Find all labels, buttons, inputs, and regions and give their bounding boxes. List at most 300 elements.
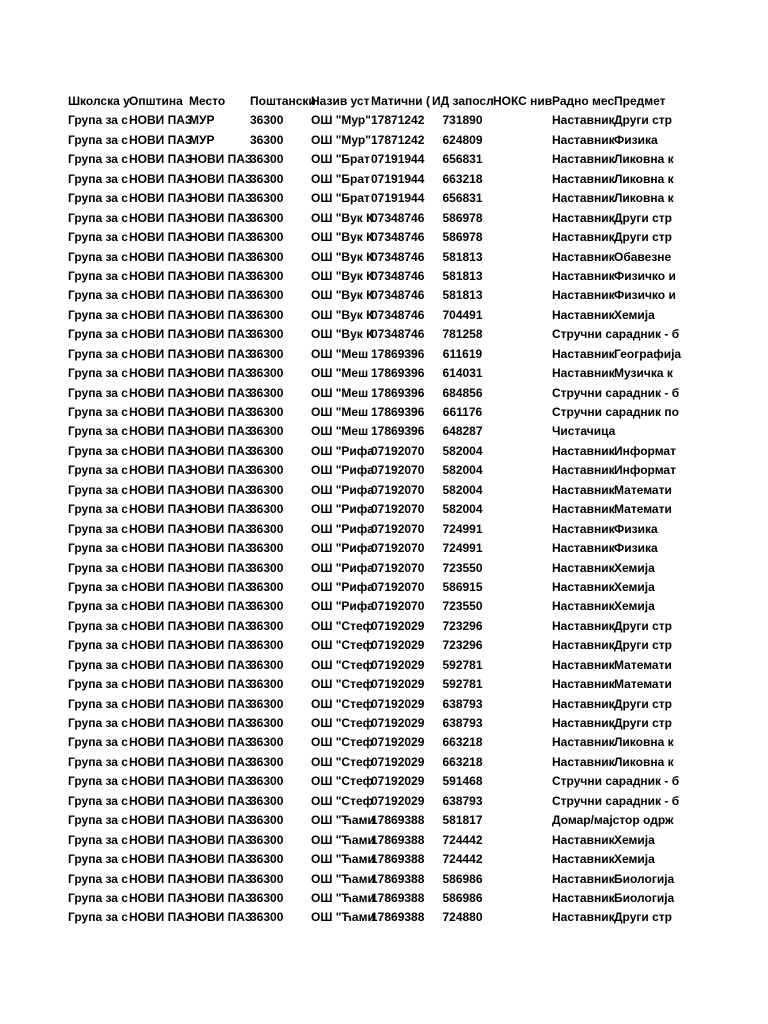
table-cell[interactable]: НОВИ ПАЗ — [189, 541, 253, 556]
table-cell[interactable]: Група за с — [68, 327, 128, 342]
table-cell[interactable]: НОВИ ПАЗ — [129, 482, 193, 497]
table-cell[interactable]: 07192070 — [371, 521, 425, 536]
table-cell[interactable]: Математи — [614, 482, 672, 497]
table-cell[interactable]: 36300 — [250, 754, 284, 769]
table-cell[interactable]: Група за с — [68, 890, 128, 905]
table-cell[interactable]: Група за с — [68, 405, 128, 419]
table-cell[interactable]: Група за с — [68, 560, 128, 575]
table-cell[interactable]: 36300 — [250, 230, 284, 245]
table-cell[interactable]: 17869388 — [371, 832, 425, 847]
table-cell[interactable]: 07192070 — [371, 482, 425, 497]
table-cell[interactable]: Група за с — [68, 832, 128, 847]
table-cell[interactable]: 36300 — [250, 132, 284, 147]
table-cell[interactable]: Група за с — [68, 482, 128, 497]
table-cell[interactable]: НОВИ ПАЗ — [189, 366, 253, 381]
table-cell[interactable]: 17869396 — [371, 366, 425, 381]
table-cell[interactable] — [493, 850, 552, 869]
table-cell[interactable]: 36300 — [250, 268, 284, 283]
table-cell[interactable]: 582004 — [442, 482, 483, 497]
table-cell[interactable]: 07192070 — [371, 599, 425, 614]
table-cell[interactable]: Стручни сарадник по — [552, 405, 679, 419]
table-cell[interactable] — [493, 364, 552, 383]
table-cell[interactable]: 17869396 — [371, 405, 425, 419]
table-cell[interactable]: НОВИ ПАЗ — [189, 793, 253, 808]
table-cell[interactable]: Група за с — [68, 579, 128, 594]
table-cell[interactable]: МУР — [189, 132, 215, 147]
table-cell[interactable]: Наставник — [552, 171, 615, 186]
table-cell[interactable]: НОВИ ПАЗ — [189, 210, 253, 225]
table-cell[interactable]: Стручни сарадник - б — [552, 793, 680, 808]
table-cell[interactable]: Наставник — [552, 696, 615, 711]
table-cell[interactable]: 781258 — [442, 327, 483, 342]
table-cell[interactable]: Наставник — [552, 638, 615, 653]
table-cell[interactable] — [493, 481, 552, 500]
table-cell[interactable]: ОШ "Рифа — [311, 579, 374, 594]
table-cell[interactable]: Информат — [614, 463, 676, 478]
table-cell[interactable]: ОШ "Стеф — [311, 696, 374, 711]
column-header[interactable]: НОКС нив — [493, 94, 553, 108]
table-cell[interactable]: Наставник — [552, 346, 615, 361]
table-cell[interactable]: ОШ "Мур" — [311, 113, 371, 128]
table-cell[interactable]: Група за с — [68, 288, 128, 303]
table-cell[interactable]: 17871242 — [371, 132, 425, 147]
table-cell[interactable]: Наставник — [552, 754, 615, 769]
table-cell[interactable]: ОШ "Рифа — [311, 560, 374, 575]
table-cell[interactable]: 638793 — [442, 696, 483, 711]
table-cell[interactable]: НОВИ ПАЗ — [129, 813, 193, 828]
table-cell[interactable]: Група за с — [68, 152, 128, 167]
table-cell[interactable] — [493, 733, 552, 752]
table-cell[interactable] — [493, 131, 552, 150]
table-cell[interactable]: Наставник — [552, 579, 615, 594]
table-cell[interactable]: 36300 — [250, 541, 284, 556]
table-cell[interactable]: 36300 — [250, 482, 284, 497]
table-cell[interactable]: 581813 — [442, 288, 483, 303]
table-cell[interactable]: НОВИ ПАЗ — [129, 405, 193, 419]
table-cell[interactable]: 586986 — [442, 890, 483, 905]
table-cell[interactable]: 07191944 — [371, 152, 425, 167]
table-cell[interactable]: 07192029 — [371, 754, 425, 769]
table-cell[interactable]: 684856 — [442, 385, 483, 400]
table-cell[interactable]: НОВИ ПАЗ — [129, 832, 193, 847]
table-cell[interactable]: 36300 — [250, 113, 284, 128]
table-cell[interactable]: НОВИ ПАЗ — [189, 618, 253, 633]
table-cell[interactable] — [493, 597, 552, 616]
table-cell[interactable]: НОВИ ПАЗ — [129, 696, 193, 711]
table-cell[interactable]: 07192029 — [371, 677, 425, 692]
table-cell[interactable]: 36300 — [250, 249, 284, 264]
table-cell[interactable]: 07191944 — [371, 171, 425, 186]
table-cell[interactable]: Наставник — [552, 735, 615, 750]
table-cell[interactable]: ОШ "Стеф — [311, 638, 374, 653]
table-cell[interactable]: Наставник — [552, 113, 615, 128]
table-cell[interactable]: 36300 — [250, 599, 284, 614]
table-cell[interactable] — [493, 189, 552, 208]
table-cell[interactable]: 07192029 — [371, 716, 425, 730]
table-cell[interactable]: Група за с — [68, 366, 128, 381]
table-cell[interactable]: НОВИ ПАЗ — [129, 288, 193, 303]
table-cell[interactable]: 638793 — [442, 793, 483, 808]
table-cell[interactable]: ОШ "Меш — [311, 366, 369, 381]
column-header[interactable]: Назив уст — [311, 94, 370, 108]
table-cell[interactable]: 36300 — [250, 191, 284, 206]
table-cell[interactable]: 586978 — [442, 230, 483, 245]
table-cell[interactable]: 07348746 — [371, 268, 425, 283]
table-cell[interactable]: 36300 — [250, 210, 284, 225]
table-cell[interactable]: 07348746 — [371, 249, 425, 264]
table-cell[interactable]: Биологија — [614, 871, 675, 886]
table-cell[interactable]: НОВИ ПАЗ — [129, 599, 193, 614]
table-cell[interactable]: Наставник — [552, 677, 615, 692]
table-cell[interactable]: НОВИ ПАЗ — [189, 890, 253, 905]
table-cell[interactable]: 36300 — [250, 366, 284, 381]
table-cell[interactable] — [614, 325, 672, 344]
table-cell[interactable] — [614, 422, 672, 441]
table-cell[interactable]: Наставник — [552, 210, 615, 225]
table-cell[interactable]: 07348746 — [371, 288, 425, 303]
table-cell[interactable]: НОВИ ПАЗ — [189, 716, 253, 730]
table-cell[interactable]: 36300 — [250, 716, 284, 730]
table-cell[interactable]: ОШ "Вук К — [311, 230, 374, 245]
table-cell[interactable]: 36300 — [250, 405, 284, 419]
table-cell[interactable]: 624809 — [442, 132, 483, 147]
column-header[interactable]: Место — [189, 94, 226, 108]
table-cell[interactable]: Други стр — [614, 618, 672, 633]
table-cell[interactable]: Наставник — [552, 852, 615, 867]
table-cell[interactable]: 36300 — [250, 502, 284, 517]
table-cell[interactable]: Група за с — [68, 541, 128, 556]
table-cell[interactable]: 656831 — [442, 191, 483, 206]
table-cell[interactable]: 648287 — [442, 424, 483, 439]
table-cell[interactable]: НОВИ ПАЗ — [129, 521, 193, 536]
table-cell[interactable]: Наставник — [552, 871, 615, 886]
table-cell[interactable]: НОВИ ПАЗ — [189, 852, 253, 867]
table-cell[interactable] — [493, 306, 552, 325]
table-cell[interactable]: 07348746 — [371, 307, 425, 322]
table-cell[interactable] — [614, 792, 672, 811]
table-cell[interactable]: Физика — [614, 521, 658, 536]
table-cell[interactable]: Ликовна к — [614, 191, 674, 206]
table-cell[interactable]: ОШ "Ћами — [311, 813, 375, 828]
column-header[interactable]: Радно мес — [552, 94, 615, 108]
table-cell[interactable]: Наставник — [552, 832, 615, 847]
table-cell[interactable]: Група за с — [68, 249, 128, 264]
table-cell[interactable]: Наставник — [552, 521, 615, 536]
table-cell[interactable] — [493, 753, 552, 772]
table-cell[interactable]: ОШ "Брат — [311, 171, 370, 186]
table-cell[interactable] — [493, 286, 552, 305]
table-cell[interactable]: Наставник — [552, 249, 615, 264]
table-cell[interactable]: 36300 — [250, 521, 284, 536]
table-cell[interactable]: Група за с — [68, 599, 128, 614]
table-cell[interactable]: НОВИ ПАЗ — [129, 852, 193, 867]
table-cell[interactable]: 611619 — [442, 346, 483, 361]
column-header[interactable]: Предмет — [614, 94, 666, 108]
table-cell[interactable] — [493, 345, 552, 364]
table-cell[interactable]: 591468 — [442, 774, 483, 789]
table-cell[interactable]: ОШ "Стеф — [311, 657, 374, 672]
table-cell[interactable]: 36300 — [250, 774, 284, 789]
table-cell[interactable] — [493, 539, 552, 558]
table-cell[interactable]: Група за с — [68, 132, 128, 147]
table-cell[interactable]: 36300 — [250, 424, 284, 439]
table-cell[interactable]: Хемија — [614, 832, 655, 847]
table-cell[interactable]: Наставник — [552, 230, 615, 245]
table-cell[interactable]: 723550 — [442, 599, 483, 614]
table-cell[interactable]: НОВИ ПАЗ — [189, 560, 253, 575]
table-cell[interactable]: Група за с — [68, 113, 128, 128]
table-cell[interactable] — [614, 384, 672, 403]
table-cell[interactable]: 07192070 — [371, 560, 425, 575]
table-cell[interactable]: 36300 — [250, 657, 284, 672]
table-cell[interactable]: Информат — [614, 443, 676, 458]
table-cell[interactable]: 07191944 — [371, 191, 425, 206]
table-cell[interactable]: Хемија — [614, 560, 655, 575]
table-cell[interactable] — [493, 792, 552, 811]
table-cell[interactable]: 07192070 — [371, 502, 425, 517]
table-cell[interactable]: Група за с — [68, 657, 128, 672]
table-cell[interactable]: Наставник — [552, 657, 615, 672]
table-cell[interactable]: 36300 — [250, 910, 284, 925]
table-cell[interactable]: НОВИ ПАЗ — [129, 871, 193, 886]
table-cell[interactable]: НОВИ ПАЗ — [129, 171, 193, 186]
table-cell[interactable] — [493, 325, 552, 344]
table-cell[interactable]: ОШ "Вук К — [311, 327, 374, 342]
table-cell[interactable]: 36300 — [250, 638, 284, 653]
column-header[interactable]: Општина — [129, 94, 183, 108]
table-cell[interactable] — [493, 442, 552, 461]
table-cell[interactable]: ОШ "Вук К — [311, 249, 374, 264]
table-cell[interactable]: Наставник — [552, 191, 615, 206]
table-cell[interactable]: НОВИ ПАЗ — [129, 113, 193, 128]
table-cell[interactable]: ОШ "Стеф — [311, 774, 374, 789]
table-cell[interactable] — [493, 559, 552, 578]
table-cell[interactable]: Наставник — [552, 366, 615, 381]
table-cell[interactable]: НОВИ ПАЗ — [189, 405, 253, 419]
table-cell[interactable]: Стручни сарадник - б — [552, 385, 680, 400]
table-cell[interactable]: НОВИ ПАЗ — [129, 541, 193, 556]
table-cell[interactable]: НОВИ ПАЗ — [129, 716, 193, 730]
table-cell[interactable]: Стручни сарадник - б — [552, 327, 680, 342]
table-cell[interactable]: Наставник — [552, 132, 615, 147]
table-cell[interactable]: НОВИ ПАЗ — [129, 346, 193, 361]
table-cell[interactable]: НОВИ ПАЗ — [129, 152, 193, 167]
table-cell[interactable]: 586978 — [442, 210, 483, 225]
table-cell[interactable]: 07348746 — [371, 210, 425, 225]
table-cell[interactable]: Математи — [614, 502, 672, 517]
table-cell[interactable]: НОВИ ПАЗ — [189, 482, 253, 497]
table-cell[interactable]: НОВИ ПАЗ — [129, 754, 193, 769]
table-cell[interactable]: 582004 — [442, 443, 483, 458]
table-cell[interactable]: Група за с — [68, 210, 128, 225]
table-cell[interactable]: ОШ "Рифа — [311, 541, 374, 556]
table-cell[interactable]: ОШ "Брат — [311, 191, 370, 206]
table-cell[interactable] — [614, 811, 672, 830]
table-cell[interactable]: Група за с — [68, 696, 128, 711]
table-cell[interactable]: НОВИ ПАЗ — [129, 385, 193, 400]
table-cell[interactable]: НОВИ ПАЗ — [129, 366, 193, 381]
table-cell[interactable]: Група за с — [68, 735, 128, 750]
table-cell[interactable]: 07192029 — [371, 618, 425, 633]
table-cell[interactable]: Група за с — [68, 793, 128, 808]
table-cell[interactable]: НОВИ ПАЗ — [189, 813, 253, 828]
table-cell[interactable]: НОВИ ПАЗ — [189, 463, 253, 478]
table-cell[interactable]: Други стр — [614, 113, 672, 128]
table-cell[interactable]: НОВИ ПАЗ — [189, 346, 253, 361]
table-cell[interactable]: ОШ "Вук К — [311, 307, 374, 322]
table-cell[interactable]: Физика — [614, 132, 658, 147]
table-cell[interactable]: 36300 — [250, 813, 284, 828]
table-cell[interactable]: НОВИ ПАЗ — [189, 579, 253, 594]
column-header[interactable]: ИД запосл — [432, 94, 494, 108]
table-cell[interactable] — [493, 248, 552, 267]
table-cell[interactable]: ОШ "Стеф — [311, 793, 374, 808]
table-cell[interactable]: Група за с — [68, 754, 128, 769]
table-cell[interactable]: 581817 — [442, 813, 483, 828]
table-cell[interactable]: НОВИ ПАЗ — [129, 618, 193, 633]
table-cell[interactable] — [493, 228, 552, 247]
table-cell[interactable]: Група за с — [68, 638, 128, 653]
table-cell[interactable]: НОВИ ПАЗ — [129, 424, 193, 439]
table-cell[interactable]: Група за с — [68, 424, 128, 439]
table-cell[interactable]: 07348746 — [371, 230, 425, 245]
table-cell[interactable]: 07192029 — [371, 774, 425, 789]
table-cell[interactable]: НОВИ ПАЗ — [189, 327, 253, 342]
table-cell[interactable]: ОШ "Стеф — [311, 618, 374, 633]
table-cell[interactable]: НОВИ ПАЗ — [129, 327, 193, 342]
table-cell[interactable]: Други стр — [614, 716, 672, 730]
table-cell[interactable]: Група за с — [68, 852, 128, 867]
table-cell[interactable]: Хемија — [614, 599, 655, 614]
table-cell[interactable]: НОВИ ПАЗ — [129, 268, 193, 283]
table-cell[interactable]: 663218 — [442, 171, 483, 186]
table-cell[interactable]: Физика — [614, 541, 658, 556]
table-cell[interactable]: 17869396 — [371, 385, 425, 400]
table-cell[interactable]: Група за с — [68, 230, 128, 245]
table-cell[interactable]: Група за с — [68, 871, 128, 886]
table-cell[interactable]: НОВИ ПАЗ — [189, 230, 253, 245]
table-cell[interactable]: 36300 — [250, 871, 284, 886]
table-cell[interactable] — [493, 617, 552, 636]
table-cell[interactable]: Наставник — [552, 482, 615, 497]
table-cell[interactable]: Музичка к — [614, 366, 673, 381]
table-cell[interactable]: 724991 — [442, 521, 483, 536]
table-cell[interactable]: 36300 — [250, 618, 284, 633]
column-header[interactable]: Матични ( — [371, 94, 430, 108]
table-cell[interactable] — [614, 403, 672, 422]
table-cell[interactable]: 17869396 — [371, 346, 425, 361]
table-cell[interactable]: 36300 — [250, 152, 284, 167]
table-cell[interactable]: Хемија — [614, 579, 655, 594]
table-cell[interactable]: ОШ "Стеф — [311, 716, 374, 730]
table-cell[interactable]: Група за с — [68, 346, 128, 361]
table-cell[interactable]: 36300 — [250, 852, 284, 867]
table-cell[interactable]: НОВИ ПАЗ — [189, 677, 253, 692]
table-cell[interactable]: ОШ "Вук К — [311, 268, 374, 283]
table-cell[interactable] — [493, 209, 552, 228]
table-cell[interactable]: Група за с — [68, 910, 128, 925]
table-cell[interactable]: ОШ "Ћами — [311, 871, 375, 886]
table-cell[interactable]: НОВИ ПАЗ — [129, 793, 193, 808]
table-cell[interactable]: 07192070 — [371, 443, 425, 458]
table-cell[interactable]: 586915 — [442, 579, 483, 594]
table-cell[interactable]: НОВИ ПАЗ — [189, 638, 253, 653]
table-cell[interactable]: НОВИ ПАЗ — [129, 307, 193, 322]
table-cell[interactable]: 592781 — [442, 657, 483, 672]
table-cell[interactable]: 724880 — [442, 910, 483, 925]
table-cell[interactable]: ОШ "Брат — [311, 152, 370, 167]
table-cell[interactable]: ОШ "Меш — [311, 424, 369, 439]
table-cell[interactable]: 17869388 — [371, 910, 425, 925]
table-cell[interactable]: 07192029 — [371, 735, 425, 750]
table-cell[interactable]: НОВИ ПАЗ — [189, 910, 253, 925]
table-cell[interactable]: НОВИ ПАЗ — [129, 210, 193, 225]
table-cell[interactable]: НОВИ ПАЗ — [129, 502, 193, 517]
table-cell[interactable]: НОВИ ПАЗ — [189, 249, 253, 264]
table-cell[interactable]: 582004 — [442, 502, 483, 517]
table-cell[interactable]: 36300 — [250, 793, 284, 808]
table-cell[interactable] — [493, 675, 552, 694]
table-cell[interactable]: Ликовна к — [614, 754, 674, 769]
table-cell[interactable]: 36300 — [250, 385, 284, 400]
table-cell[interactable] — [493, 384, 552, 403]
table-cell[interactable]: ОШ "Рифа — [311, 482, 374, 497]
table-cell[interactable]: 36300 — [250, 696, 284, 711]
table-cell[interactable]: НОВИ ПАЗ — [129, 249, 193, 264]
table-cell[interactable] — [614, 772, 672, 791]
table-cell[interactable]: 17871242 — [371, 113, 425, 128]
table-cell[interactable] — [493, 422, 552, 441]
table-cell[interactable]: МУР — [189, 113, 215, 128]
table-cell[interactable]: Стручни сарадник - б — [552, 774, 680, 789]
table-cell[interactable]: ОШ "Рифа — [311, 599, 374, 614]
table-cell[interactable]: Чистачица — [552, 424, 616, 439]
table-cell[interactable]: НОВИ ПАЗ — [189, 871, 253, 886]
column-header[interactable]: Поштански — [250, 94, 316, 108]
table-cell[interactable]: Домар/мајстор одрж — [552, 813, 674, 828]
table-cell[interactable] — [493, 656, 552, 675]
table-cell[interactable]: НОВИ ПАЗ — [129, 443, 193, 458]
table-cell[interactable]: Наставник — [552, 599, 615, 614]
table-cell[interactable]: Наставник — [552, 910, 615, 925]
table-cell[interactable]: 704491 — [442, 307, 483, 322]
table-cell[interactable]: НОВИ ПАЗ — [189, 171, 253, 186]
table-cell[interactable]: НОВИ ПАЗ — [189, 832, 253, 847]
table-cell[interactable]: Наставник — [552, 307, 615, 322]
table-cell[interactable]: НОВИ ПАЗ — [189, 735, 253, 750]
table-cell[interactable]: НОВИ ПАЗ — [129, 735, 193, 750]
table-cell[interactable]: Ликовна к — [614, 152, 674, 167]
table-cell[interactable]: ОШ "Ћами — [311, 832, 375, 847]
table-cell[interactable]: НОВИ ПАЗ — [129, 638, 193, 653]
table-cell[interactable]: ОШ "Стеф — [311, 754, 374, 769]
table-cell[interactable]: ОШ "Меш — [311, 346, 369, 361]
table-cell[interactable]: ОШ "Мур" — [311, 132, 371, 147]
table-cell[interactable]: 36300 — [250, 890, 284, 905]
table-cell[interactable]: Група за с — [68, 443, 128, 458]
table-cell[interactable]: 586986 — [442, 871, 483, 886]
table-cell[interactable]: Група за с — [68, 813, 128, 828]
table-cell[interactable]: ОШ "Ћами — [311, 890, 375, 905]
table-cell[interactable]: Група за с — [68, 716, 128, 730]
table-cell[interactable]: 07192029 — [371, 638, 425, 653]
table-cell[interactable]: 724442 — [442, 852, 483, 867]
table-cell[interactable]: 638793 — [442, 716, 483, 730]
table-cell[interactable]: 581813 — [442, 268, 483, 283]
table-cell[interactable]: Група за с — [68, 774, 128, 789]
table-cell[interactable]: Наставник — [552, 890, 615, 905]
table-cell[interactable]: ОШ "Вук К — [311, 210, 374, 225]
